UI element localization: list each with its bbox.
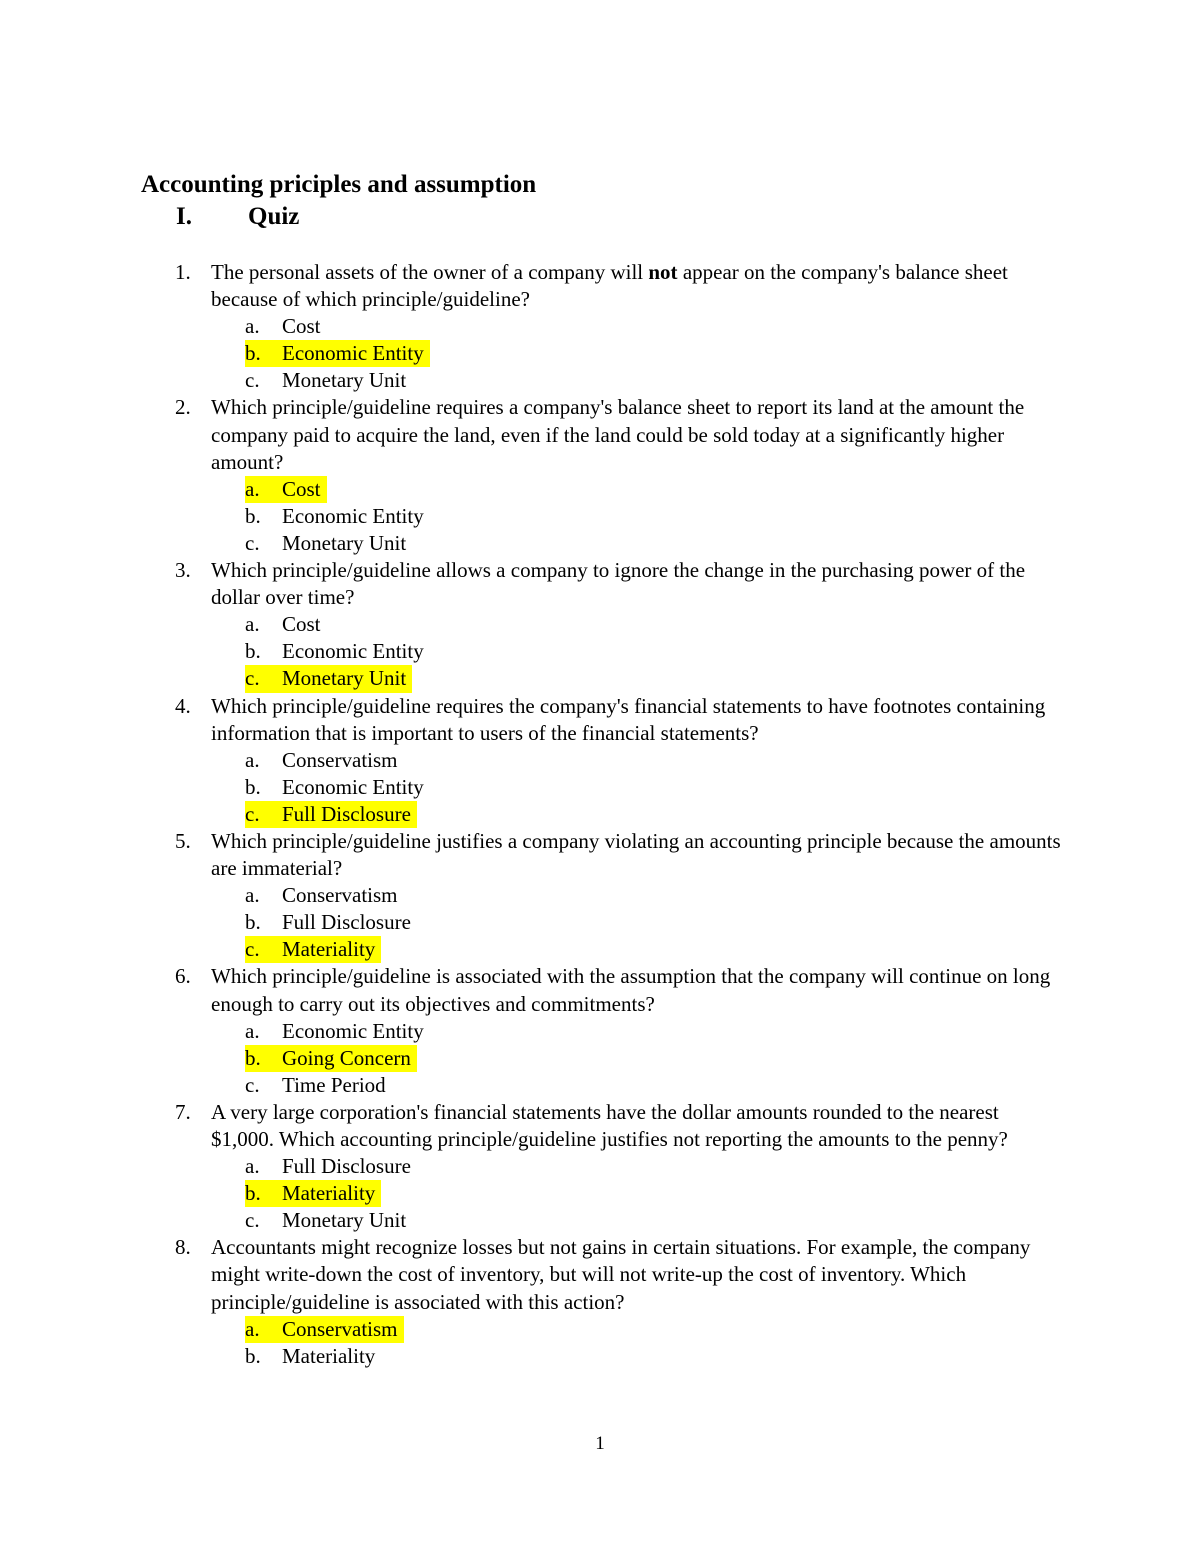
question-number: 8. — [175, 1235, 191, 1260]
option-label: Monetary Unit — [282, 666, 407, 691]
option-label: Materiality — [282, 1343, 376, 1368]
correct-answer-highlight — [245, 1180, 381, 1207]
option-letter: b. — [245, 774, 261, 799]
answer-option — [245, 774, 1200, 801]
option-label: Cost — [282, 612, 321, 637]
answer-option-content — [245, 774, 430, 801]
question-number: 2. — [175, 395, 191, 420]
answer-option — [245, 1153, 1200, 1180]
answer-option — [245, 909, 1200, 936]
question-text — [211, 259, 1061, 313]
option-label: Conservatism — [282, 883, 398, 908]
question-number: 4. — [175, 693, 191, 718]
option-label: Cost — [282, 314, 321, 339]
answer-option-content — [245, 882, 404, 909]
question-text-part: Which principle/guideline justifies a company violating an accounting principle because the amounts are immaterial? — [211, 828, 1061, 881]
option-label: Economic Entity — [282, 503, 424, 528]
answer-option-content — [245, 1072, 392, 1099]
section-heading — [176, 202, 299, 232]
option-letter: a. — [245, 747, 260, 772]
question-text-part: Which principle/guideline is associated with the assumption that the company will continue on long enough to carry out its objectives and commitments? — [211, 964, 1051, 1016]
option-label: Monetary Unit — [282, 368, 407, 393]
page-number: 1 — [595, 1433, 605, 1454]
correct-answer-highlight — [245, 665, 412, 692]
option-letter: a. — [245, 1018, 260, 1043]
answer-option-content — [245, 367, 412, 394]
option-label: Full Disclosure — [282, 910, 411, 935]
option-letter: b. — [245, 910, 261, 935]
option-letter: a. — [245, 476, 260, 501]
option-letter: c. — [245, 530, 260, 555]
quiz-question — [0, 963, 1200, 1098]
question-text — [211, 394, 1061, 475]
option-label: Monetary Unit — [282, 1208, 407, 1233]
section-number: I. — [176, 203, 192, 230]
answer-option — [245, 530, 1200, 557]
option-label: Monetary Unit — [282, 530, 407, 555]
option-letter: c. — [245, 1072, 260, 1097]
option-label: Conservatism — [282, 1316, 398, 1341]
answer-option — [245, 747, 1200, 774]
answer-option — [245, 936, 1200, 963]
correct-answer-highlight — [245, 1045, 417, 1072]
option-letter: b. — [245, 1045, 261, 1070]
answer-option — [245, 1316, 1200, 1343]
question-text — [211, 828, 1061, 882]
option-letter: b. — [245, 1343, 261, 1368]
answer-option — [245, 1207, 1200, 1234]
answer-option — [245, 638, 1200, 665]
answer-option-content — [245, 1207, 412, 1234]
answer-option-content — [245, 530, 412, 557]
answer-option — [245, 1045, 1200, 1072]
option-label: Materiality — [282, 1181, 376, 1206]
answer-option-content — [245, 313, 327, 340]
option-label: Time Period — [282, 1072, 386, 1097]
option-letter: c. — [245, 801, 260, 826]
quiz-question — [0, 259, 1200, 394]
correct-answer-highlight — [245, 801, 417, 828]
quiz-question — [0, 1234, 1200, 1369]
question-text-part: Which principle/guideline requires the company's financial statements to have footnotes containing information that is important to users of the financial statements? — [211, 693, 1046, 745]
answer-option — [245, 1018, 1200, 1045]
answer-option-content — [245, 1153, 417, 1180]
answer-option-content — [245, 909, 417, 936]
question-text — [211, 963, 1061, 1017]
option-label: Materiality — [282, 937, 376, 962]
answer-option-content — [245, 747, 404, 774]
question-number: 1. — [175, 260, 191, 284]
option-label: Going Concern — [282, 1045, 411, 1070]
answer-option-content — [245, 638, 430, 665]
option-letter: a. — [245, 314, 260, 339]
option-label: Economic Entity — [282, 639, 424, 664]
answer-option-content — [245, 1343, 381, 1370]
quiz-list — [0, 259, 1200, 1370]
answer-option — [245, 882, 1200, 909]
option-label: Cost — [282, 476, 321, 501]
answer-option — [245, 367, 1200, 394]
question-text-part: Which principle/guideline allows a company to ignore the change in the purchasing power of the dollar over time? — [211, 558, 1026, 610]
answer-option-content — [245, 611, 327, 638]
option-label: Full Disclosure — [282, 801, 411, 826]
answer-option — [245, 476, 1200, 503]
answer-option — [245, 503, 1200, 530]
answer-option — [245, 313, 1200, 340]
section-label: Quiz — [248, 203, 300, 230]
quiz-question — [0, 394, 1200, 557]
question-number: 5. — [175, 828, 191, 853]
correct-answer-highlight — [245, 476, 327, 503]
option-label: Economic Entity — [282, 1018, 424, 1043]
question-text — [211, 557, 1061, 611]
option-letter: c. — [245, 937, 260, 962]
answer-option — [245, 1343, 1200, 1370]
quiz-question — [0, 828, 1200, 963]
question-text-part: Which principle/guideline requires a company's balance sheet to report its land at the amount the company paid to acquire the land, even if the land could be sold today at a significantly higher amount? — [211, 395, 1025, 474]
quiz-question — [0, 693, 1200, 828]
question-text-part: The personal assets of the owner of a company will — [211, 260, 649, 284]
option-letter: c. — [245, 666, 260, 691]
option-letter: a. — [245, 1316, 260, 1341]
answer-option — [245, 340, 1200, 367]
question-number: 7. — [175, 1099, 191, 1124]
document-title: Accounting priciples and assumption — [141, 171, 537, 198]
option-label: Economic Entity — [282, 341, 424, 366]
option-letter: c. — [245, 368, 260, 393]
quiz-question — [0, 1099, 1200, 1234]
answer-option — [245, 1072, 1200, 1099]
option-letter: a. — [245, 1154, 260, 1179]
option-letter: c. — [245, 1208, 260, 1233]
question-number: 3. — [175, 558, 191, 583]
option-letter: b. — [245, 1181, 261, 1206]
option-letter: a. — [245, 612, 260, 637]
question-text-part: appear on the company's balance sheet because of which principle/guideline? — [211, 260, 1008, 312]
question-number: 6. — [175, 964, 191, 989]
question-text-part: A very large corporation's financial statements have the dollar amounts rounded to the nearest $1,000. Which accounting principle/guideline justifies not reporting the amounts to the penny? — [211, 1099, 1008, 1151]
correct-answer-highlight — [245, 936, 381, 963]
answer-option — [245, 1180, 1200, 1207]
question-text — [211, 1099, 1061, 1153]
option-letter: b. — [245, 503, 261, 528]
answer-option — [245, 801, 1200, 828]
question-text — [211, 693, 1061, 747]
question-text-part: Accountants might recognize losses but not gains in certain situations. For example, the company might write-down the cost of inventory, but will not write-up the cost of inventory. Which principle/guideline is associated with this action? — [211, 1235, 1031, 1314]
option-label: Conservatism — [282, 747, 398, 772]
question-text — [211, 1234, 1061, 1315]
answer-option — [245, 665, 1200, 692]
quiz-question — [0, 557, 1200, 692]
question-text-emphasis: not — [648, 260, 678, 284]
answer-option — [245, 611, 1200, 638]
answer-option-content — [245, 1018, 430, 1045]
option-letter: a. — [245, 883, 260, 908]
option-letter: b. — [245, 639, 261, 664]
correct-answer-highlight — [245, 340, 430, 367]
option-letter: b. — [245, 341, 261, 366]
option-label: Economic Entity — [282, 774, 424, 799]
correct-answer-highlight — [245, 1316, 404, 1343]
answer-option-content — [245, 503, 430, 530]
option-label: Full Disclosure — [282, 1154, 411, 1179]
